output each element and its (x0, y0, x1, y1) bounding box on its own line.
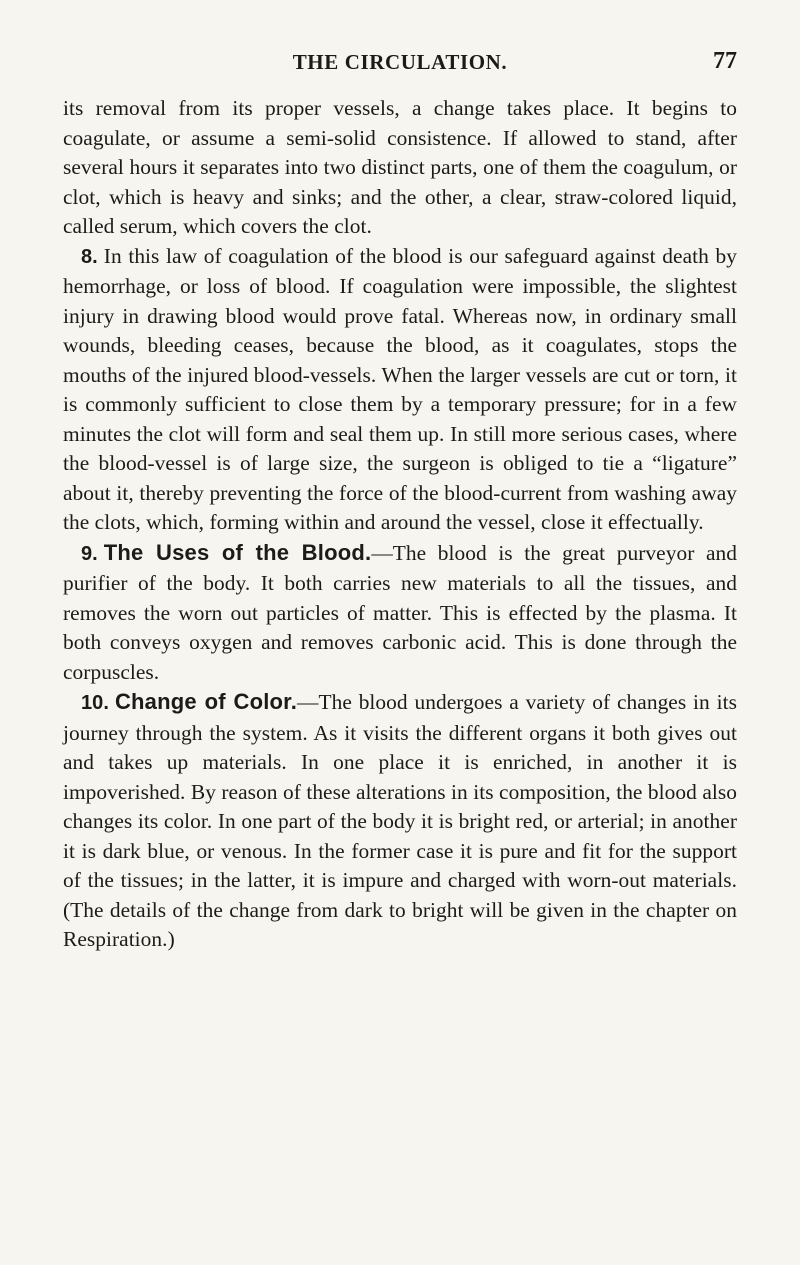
section-heading: Change of Color. (114, 689, 298, 714)
running-head (63, 48, 737, 84)
paragraph-number: 10. (81, 692, 109, 714)
body-text (63, 94, 737, 955)
paragraph-9 (63, 538, 737, 688)
paragraph-text: In this law of coagulation of the blood is our safeguard against death by hemorrhage, or loss of blood. If coagulation were impossible, the slightest injury in drawing blood would prove fatal. Whereas now, in ordinary small wounds, bleeding ceases, because the blood, as it coagulates, stops the mouths of the injured blood-vessels. When the larger vessels are cut or torn, it is commonly sufficient to close them by a temporary pressure; for in a few minutes the clot will form and seal them up. In still more serious cases, where the blood-vessel is of large size, the surgeon is obliged to tie a “ligature” about it, thereby preventing the force of the blood-current from washing away the clots, which, forming within and around the vessel, close it effectually. (63, 243, 737, 534)
paragraph-10 (63, 687, 737, 955)
paragraph-8 (63, 242, 737, 538)
paragraph-number: 9. (81, 542, 98, 565)
running-title: THE CIRCULATION. (292, 50, 508, 74)
paragraph-continued (63, 94, 737, 242)
paragraph-text: —The blood undergoes a variety of changes in its journey through the system. As it visits the different organs it both gives out and takes up materials. In one place it is enriched, in another it is impoverished. By reason of these alterations in its composition, the blood also changes its color. In one part of the body it is bright red, or arterial; in another it is dark blue, or venous. In the former case it is pure and fit for the support of the tissues; in the latter, it is impure and charged with worn-out materials. (The details of the change from dark to bright will be given in the chapter on Respiration.) (63, 690, 737, 951)
paragraph-number: 8. (81, 245, 98, 268)
paragraph-text: —The blood is the great purveyor and purifier of the body. It both carries new materials to all the tissues, and removes the worn out particles of matter. This is effected by the plasma. It both conveys oxygen and removes carbonic acid. This is done through the corpuscles. (63, 540, 737, 684)
paragraph-text: its removal from its proper vessels, a change takes place. It begins to coagulate, or assume a semi-solid consistence. If allowed to stand, after several hours it separates into two distinct parts, one of them the coagulum, or clot, which is heavy and sinks; and the other, a clear, straw-colored liquid, called serum, which covers the clot. (63, 96, 737, 238)
section-heading: The Uses of the Blood. (103, 539, 372, 565)
page-number: 77 (713, 48, 737, 74)
